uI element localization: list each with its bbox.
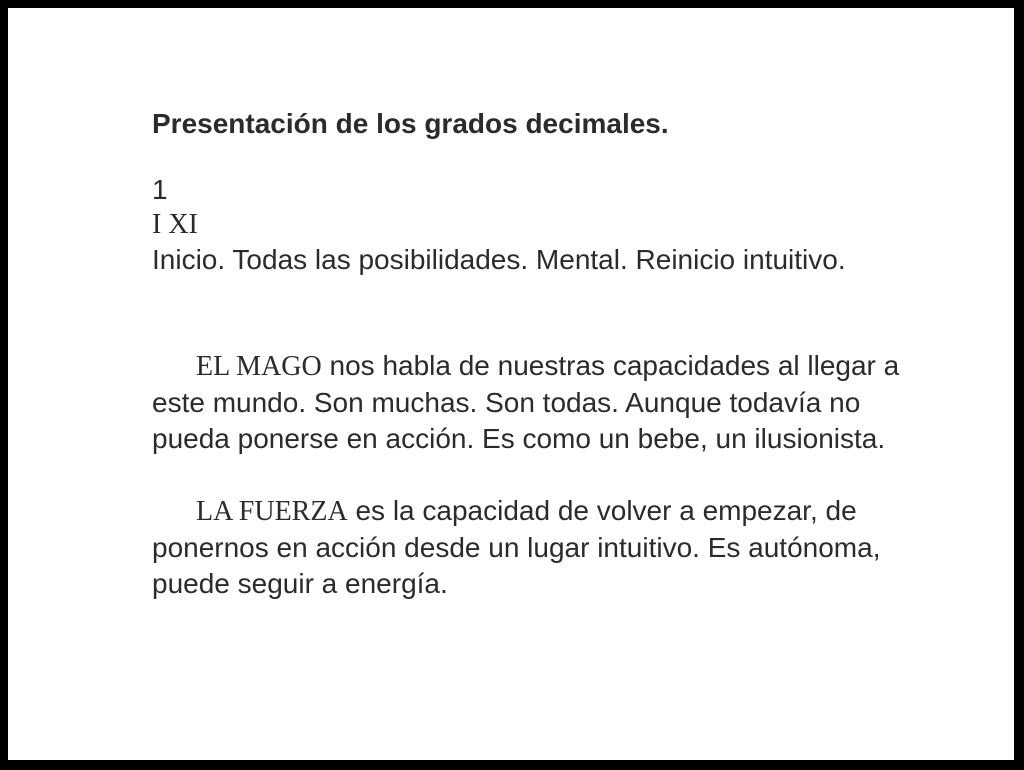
paragraph-text: es la capacidad de volver a empezar, de ponernos en acción desde un lugar intuitivo. Es autónoma, puede seguir a energía. [152, 495, 881, 599]
paragraph-el-mago [152, 348, 912, 457]
document-page [8, 8, 1014, 760]
degree-summary: Inicio. Todas las posibilidades. Mental. Reinicio intuitivo. [152, 244, 846, 275]
document-content [152, 104, 912, 602]
degree-number: 1 [152, 174, 168, 205]
degree-roman-numerals: I XI [152, 209, 198, 240]
paragraph-text: nos habla de nuestras capacidades al llegar a este mundo. Son muchas. Son todas. Aunque todavía no pueda ponerse en acción. Es como un bebe, un ilusionista. [152, 350, 900, 454]
card-name-el-mago: EL MAGO [196, 351, 322, 382]
card-name-la-fuerza: LA FUERZA [196, 496, 348, 527]
document-title: Presentación de los grados decimales. [152, 108, 669, 139]
paragraph-la-fuerza [152, 493, 912, 602]
